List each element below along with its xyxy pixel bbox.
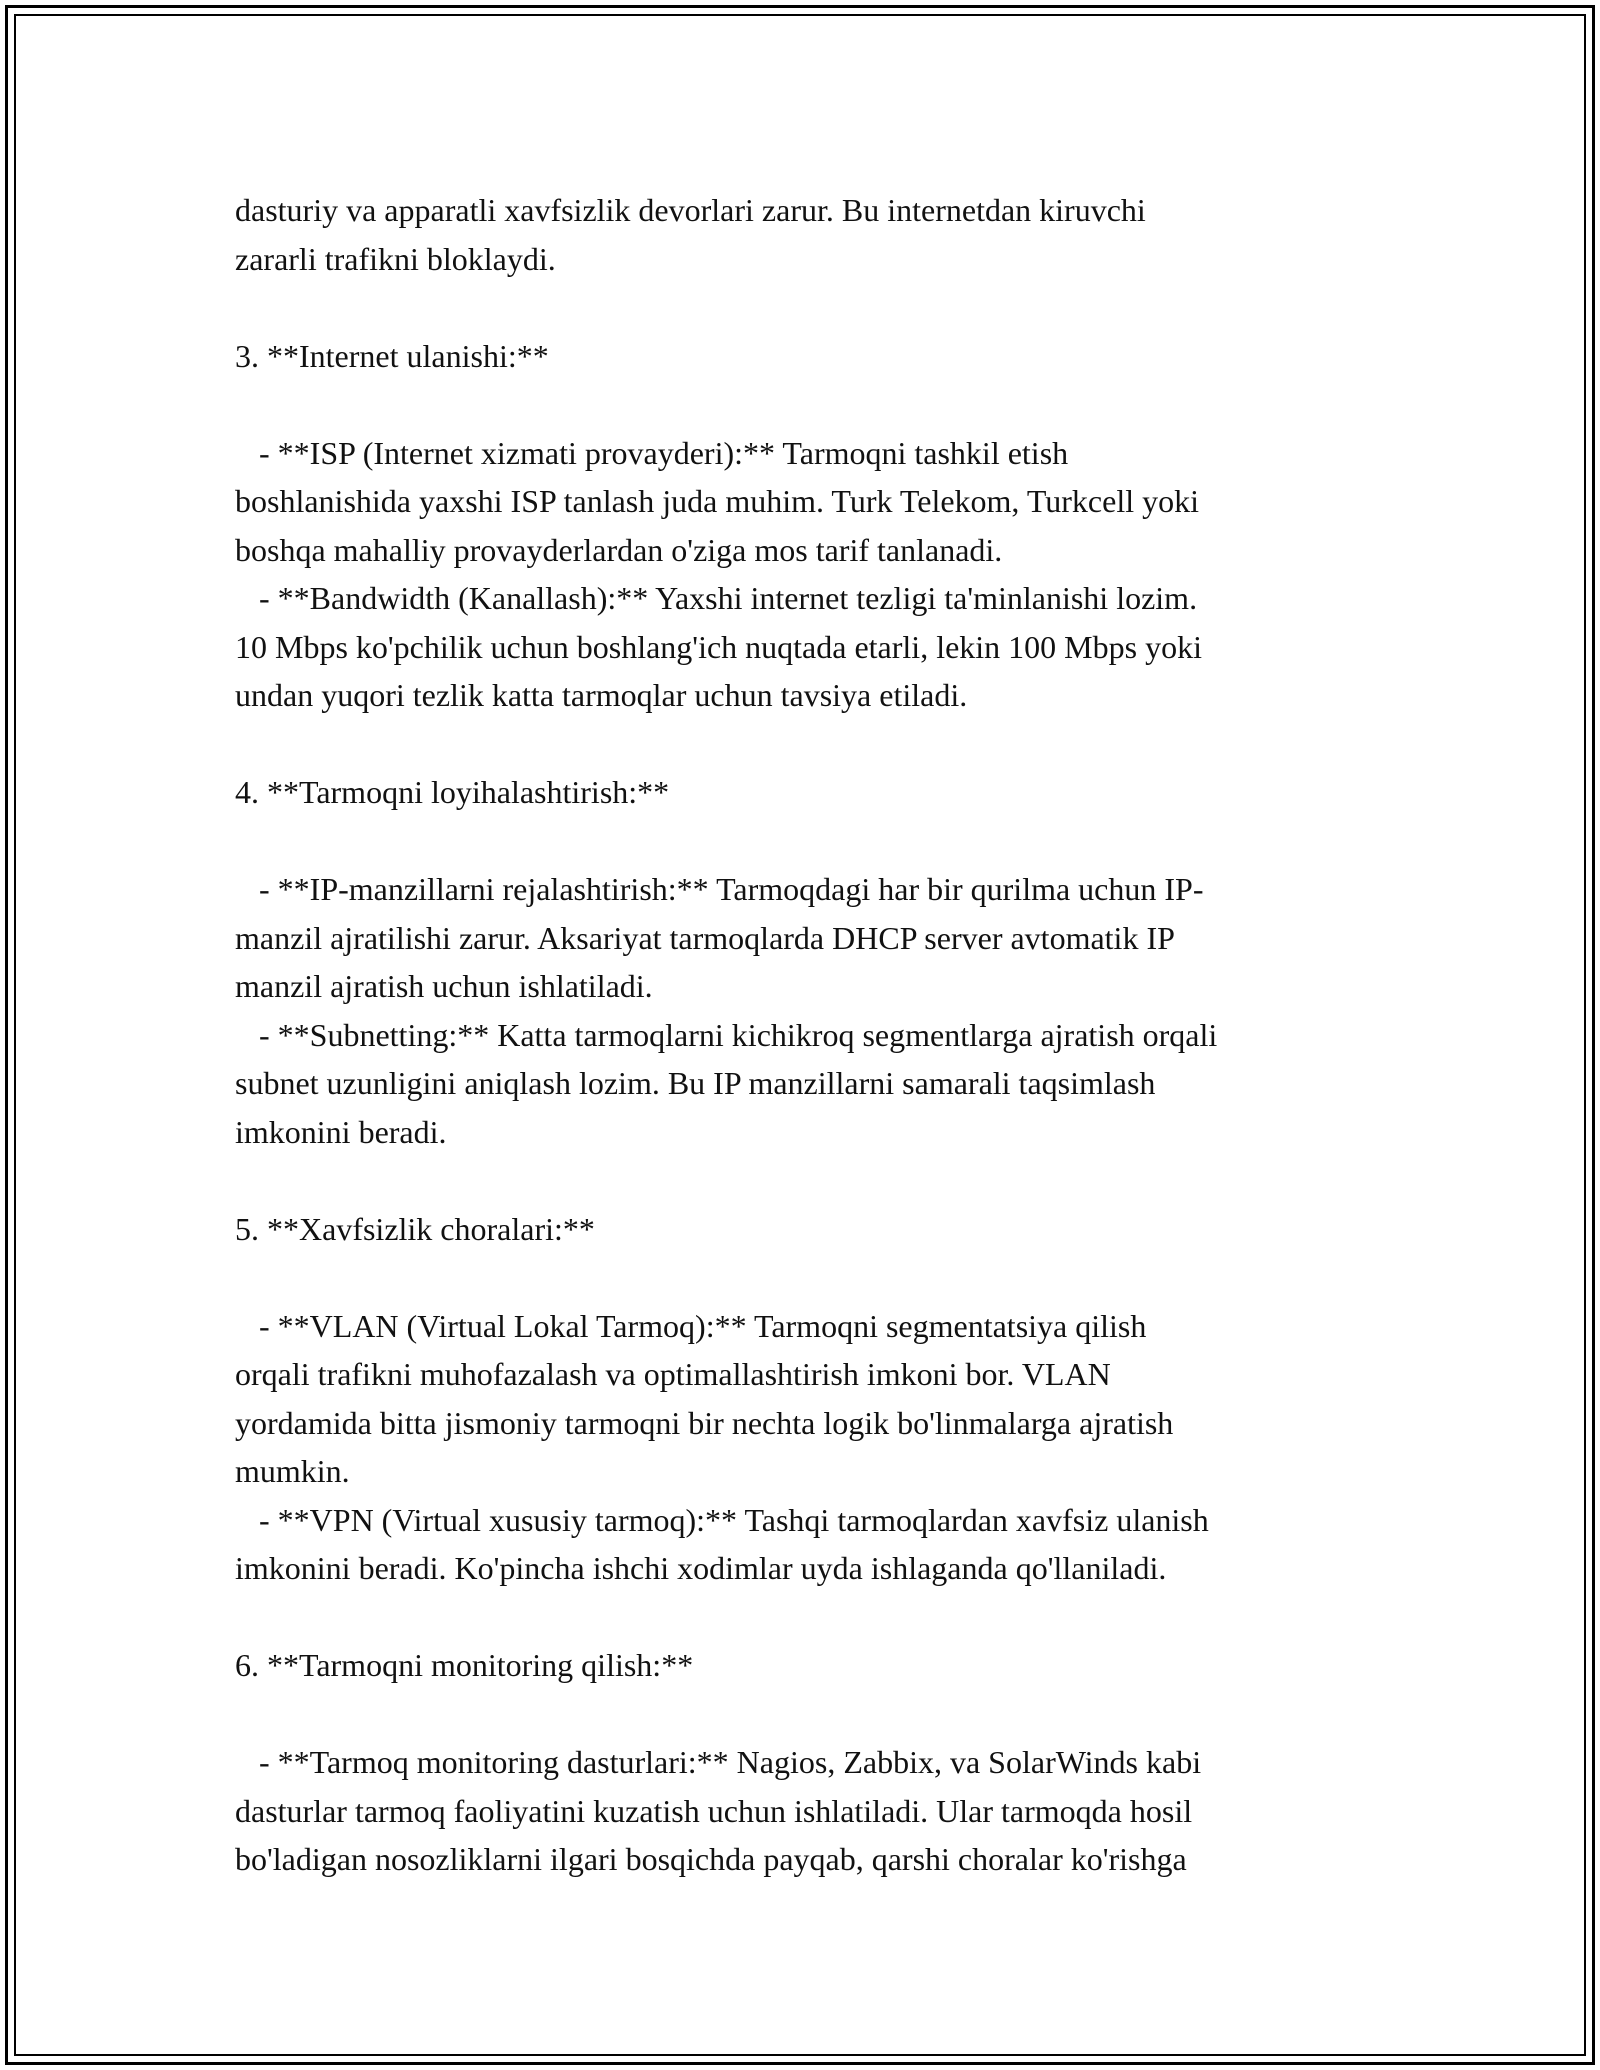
section-heading: 4. **Tarmoqni loyihalashtirish:** <box>235 774 670 810</box>
text-line: boshqa mahalliy provayderlardan o'ziga mos tarif tanlanadi. <box>235 531 1003 568</box>
text-line: 10 Mbps ko'pchilik uchun boshlang'ich nuqtada etarli, lekin 100 Mbps yoki <box>235 628 1202 665</box>
blank-line <box>235 1156 1405 1205</box>
text-line: - **IP-manzillarni rejalashtirish:** Tarmoqdagi har bir qurilma uchun IP- <box>235 871 1204 907</box>
text-line: imkonini beradi. <box>235 1113 447 1150</box>
text-line: manzil ajratilishi zarur. Aksariyat tarmoqlarda DHCP server avtomatik IP <box>235 919 1175 956</box>
blank-line <box>235 817 1405 866</box>
blank-line <box>235 380 1405 429</box>
document-body <box>235 186 1405 1884</box>
blank-line <box>235 720 1405 769</box>
text-line: dasturiy va apparatli xavfsizlik devorlari zarur. Bu internetdan kiruvchi <box>235 192 1146 228</box>
text-line: orqali trafikni muhofazalash va optimallashtirish imkoni bor. VLAN <box>235 1356 1111 1392</box>
text-line: mumkin. <box>235 1453 350 1489</box>
text-line: bo'ladigan nosozliklarni ilgari bosqichda payqab, qarshi choralar ko'rishga <box>235 1841 1187 1877</box>
section-heading: 5. **Xavfsizlik choralari:** <box>235 1210 595 1247</box>
text-line: - **ISP (Internet xizmati provayderi):** Tarmoqni tashkil etish <box>235 434 1069 471</box>
text-line: manzil ajratish uchun ishlatiladi. <box>235 968 653 1004</box>
text-line: yordamida bitta jismoniy tarmoqni bir nechta logik bo'linmalarga ajratish <box>235 1404 1174 1441</box>
section-heading: 6. **Tarmoqni monitoring qilish:** <box>235 1647 694 1683</box>
text-line: undan yuqori tezlik katta tarmoqlar uchun tavsiya etiladi. <box>235 677 968 713</box>
blank-line <box>235 1253 1405 1302</box>
text-line: - **VLAN (Virtual Lokal Tarmoq):** Tarmoqni segmentatsiya qilish <box>235 1307 1147 1344</box>
text-line: - **VPN (Virtual xususiy tarmoq):** Tashqi tarmoqlardan xavfsiz ulanish <box>235 1501 1209 1538</box>
blank-line <box>235 283 1405 332</box>
text-line: zararli trafikni bloklaydi. <box>235 240 556 277</box>
blank-line <box>235 1593 1405 1642</box>
text-line: dasturlar tarmoq faoliyatini kuzatish uchun ishlatiladi. Ular tarmoqda hosil <box>235 1792 1193 1829</box>
blank-line <box>235 1690 1405 1739</box>
text-line: - **Subnetting:** Katta tarmoqlarni kichikroq segmentlarga ajratish orqali <box>235 1016 1218 1053</box>
text-line: boshlanishida yaxshi ISP tanlash juda muhim. Turk Telekom, Turkcell yoki <box>235 483 1199 519</box>
text-line: subnet uzunligini aniqlash lozim. Bu IP manzillarni samarali taqsimlash <box>235 1065 1156 1101</box>
section-heading: 3. **Internet ulanishi:** <box>235 337 549 374</box>
text-line: - **Tarmoq monitoring dasturlari:** Nagios, Zabbix, va SolarWinds kabi <box>235 1744 1202 1780</box>
text-line: imkonini beradi. Ko'pincha ishchi xodimlar uyda ishlaganda qo'llaniladi. <box>235 1550 1167 1586</box>
text-line: - **Bandwidth (Kanallash):** Yaxshi internet tezligi ta'minlanishi lozim. <box>235 580 1198 616</box>
